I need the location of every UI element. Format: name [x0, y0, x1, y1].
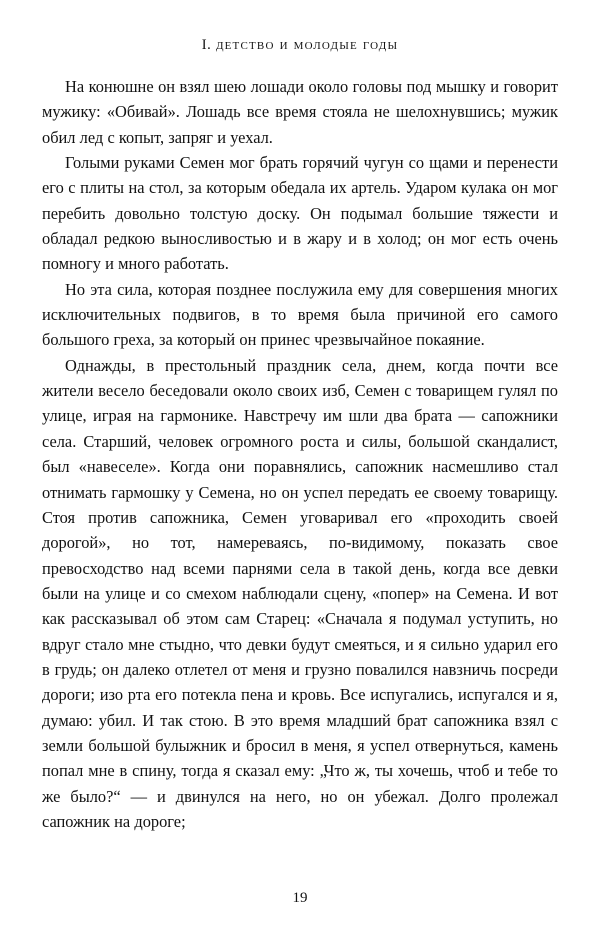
- running-head-chapter-title: детство и молодые годы: [215, 37, 399, 53]
- body-text-block: [42, 74, 558, 834]
- paragraph: Но эта сила, которая позднее послужила ему для совершения многих исключительных подвигов, в то время была причиной его самого большого греха, за который он принес чрезвычайное покаяние.: [42, 279, 558, 350]
- paragraph: Голыми руками Семен мог брать горячий чугун со щами и перенести его с плиты на стол, за которым обедала их артель. Ударом кулака он мог перебить довольно толстую доску. Он подымал большие тяжести и обладал редкою выносливостью и в жару и в холод; он мог есть очень помногу и много работать.: [42, 153, 558, 274]
- paragraph: Однажды, в престольный праздник села, днем, когда почти все жители весело беседовали около своих изб, Семен с товарищем гулял по улице, играя на гармонике. Навстречу им шли два брата — сапожники села. Старший, человек огромного роста и силы, большой скандалист, был «навеселе». Когда они поравнялись, сапожник насмешливо стал отнимать гармошку у Семена, но он успел передать ее своему товарищу. Стоя против сапожника, Семен уговаривал его «проходить своей дорогой», но тот, намереваясь, по-видимому, показать свое превосходство над всеми парнями села в такой день, когда все девки были на улице и со смехом наблюдали сцену, «попер» на Семена. И вот как рассказывал об этом сам Старец: «Сначала я подумал уступить, но вдруг стало мне стыдно, что девки будут смеяться, и я сильно ударил его в грудь; он далеко отлетел от меня и грузно повалился навзничь посреди дороги; изо рта его потекла пена и кровь. Все испугались, испугался и я, думаю: убил. И так стою. В это время младший брат сапожника взял с земли большой булыжник и бросил в меня, я успел отвернуться, камень попал мне в спину, тогда я сказал ему: „Что ж, ты хочешь, чтоб и тебе то же было?“ — и двинулся на него, но он убежал. Долго пролежал сапожник на дороге;: [42, 355, 558, 831]
- page-number: 19: [292, 890, 308, 906]
- paragraph: На конюшне он взял шею лошади около головы под мышку и говорит мужику: «Обивай». Лошадь все время стояла не шелохнувшись; мужик обил лед с копыт, запряг и уехал.: [42, 77, 558, 147]
- running-head: [0, 36, 600, 54]
- running-head-chapter-number: I.: [201, 37, 212, 53]
